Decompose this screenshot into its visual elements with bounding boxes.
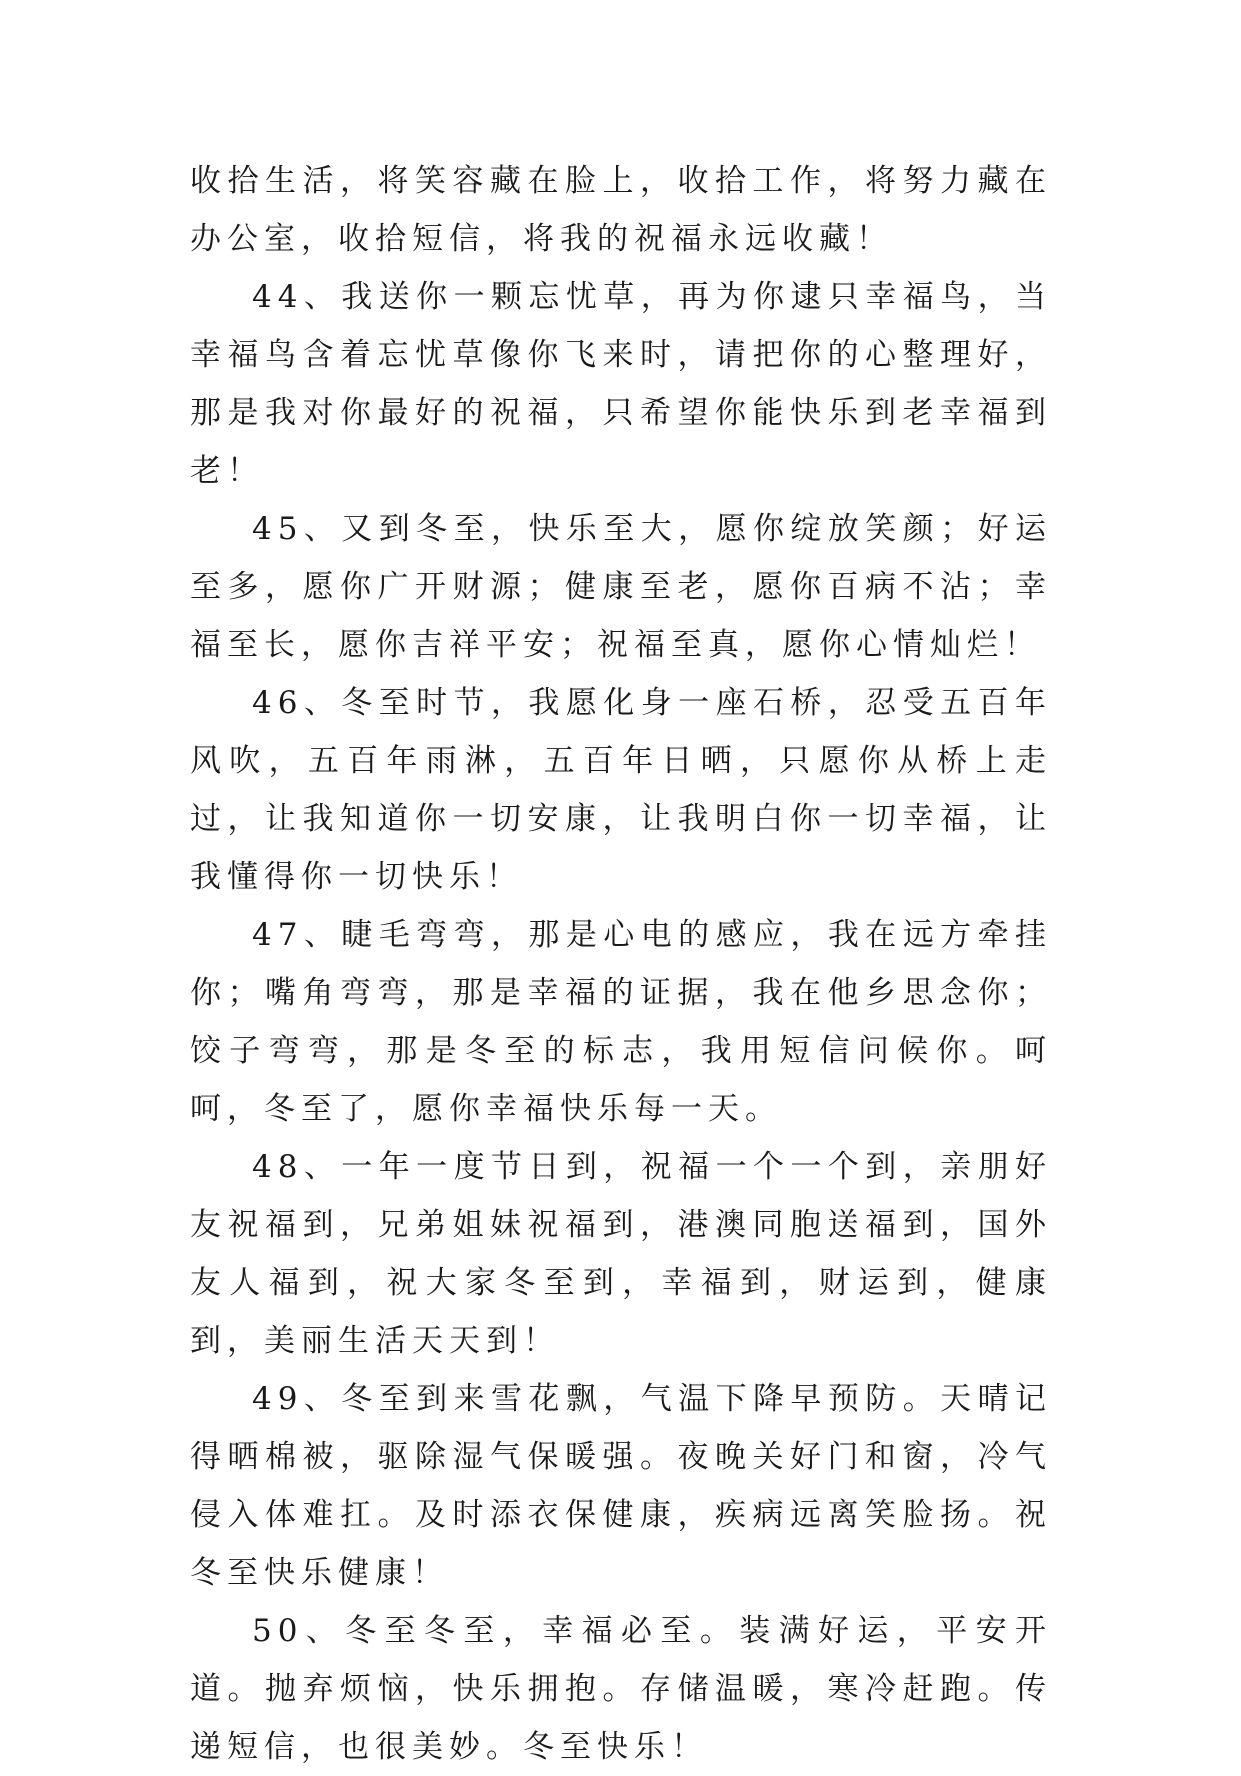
- paragraph-continuation: 收拾生活，将笑容藏在脸上，收拾工作，将努力藏在办公室，收拾短信，将我的祝福永远收藏！: [190, 163, 1052, 257]
- paragraph-44: 44、我送你一颗忘忧草，再为你逮只幸福鸟，当幸福鸟含着忘忧草像你飞来时，请把你的心整理好，那是我对你最好的祝福，只希望你能快乐到老幸福到老！: [190, 279, 1052, 489]
- paragraph-50: 50、冬至冬至，幸福必至。装满好运，平安开道。抛弃烦恼，快乐拥抱。存储温暖，寒冷赶跑。传递短信，也很美妙。冬至快乐！: [190, 1613, 1052, 1765]
- paragraph-48: 48、一年一度节日到，祝福一个一个到，亲朋好友祝福到，兄弟姐妹祝福到，港澳同胞送福到，国外友人福到，祝大家冬至到，幸福到，财运到，健康到，美丽生活天天到！: [190, 1149, 1052, 1359]
- document-body: [190, 152, 1052, 1776]
- paragraph-47: 47、睫毛弯弯，那是心电的感应，我在远方牵挂你；嘴角弯弯，那是幸福的证据，我在他乡思念你；饺子弯弯，那是冬至的标志，我用短信问候你。呵呵，冬至了，愿你幸福快乐每一天。: [190, 917, 1052, 1127]
- paragraph-49: 49、冬至到来雪花飘，气温下降早预防。天晴记得晒棉被，驱除湿气保暖强。夜晚关好门和窗，冷气侵入体难扛。及时添衣保健康，疾病远离笑脸扬。祝冬至快乐健康！: [190, 1381, 1052, 1591]
- paragraph-46: 46、冬至时节，我愿化身一座石桥，忍受五百年风吹，五百年雨淋，五百年日晒，只愿你从桥上走过，让我知道你一切安康，让我明白你一切幸福，让我懂得你一切快乐！: [190, 685, 1052, 895]
- paragraph-45: 45、又到冬至，快乐至大，愿你绽放笑颜；好运至多，愿你广开财源；健康至老，愿你百病不沾；幸福至长，愿你吉祥平安；祝福至真，愿你心情灿烂！: [190, 511, 1052, 663]
